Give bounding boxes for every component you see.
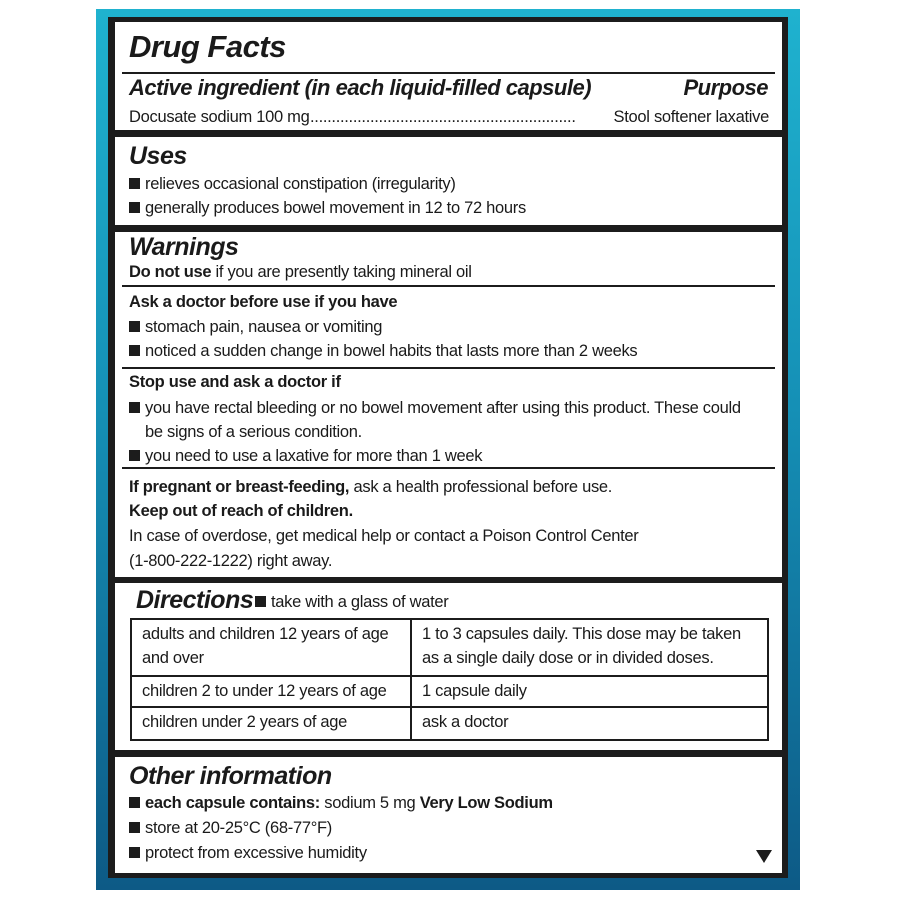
ingredient-name: Docusate sodium 100 mg: [129, 108, 310, 126]
bullet-icon: [129, 321, 140, 332]
bullet-icon: [129, 345, 140, 356]
warnings-heading: Warnings: [129, 233, 239, 261]
other-information-section: [115, 757, 782, 873]
list-item: you have rectal bleeding or no bowel movement after using this product. These could: [129, 398, 741, 418]
list-item: stomach pain, nausea or vomiting: [129, 317, 382, 337]
bullet-icon: [129, 847, 140, 858]
bullet-icon: [129, 822, 140, 833]
bullet-icon: [129, 450, 140, 461]
dosage: ask a doctor: [411, 707, 768, 740]
list-item: each capsule contains: sodium 5 mg Very Low Sodium: [129, 793, 553, 813]
other-info-heading: Other information: [129, 762, 332, 790]
list-item: generally produces bowel movement in 12 to 72 hours: [129, 198, 526, 218]
bullet-icon: [255, 596, 266, 607]
keep-out-of-reach: Keep out of reach of children.: [129, 502, 353, 520]
age-group: children 2 to under 12 years of age: [131, 676, 411, 707]
list-item: store at 20-25°C (68-77°F): [129, 818, 332, 838]
directions-note: take with a glass of water: [255, 592, 448, 612]
directions-section: [115, 583, 782, 750]
ask-doctor-heading: Ask a doctor before use if you have: [129, 293, 398, 311]
overdose-text: In case of overdose, get medical help or contact a Poison Control Center: [129, 527, 639, 545]
list-item: you need to use a laxative for more than 1 week: [129, 446, 482, 466]
continue-triangle-icon: [756, 850, 772, 863]
age-group: children under 2 years of age: [131, 707, 411, 740]
bullet-icon: [129, 797, 140, 808]
age-group: adults and children 12 years of age and over: [131, 619, 411, 676]
table-row: [131, 707, 768, 740]
bullet-icon: [129, 178, 140, 189]
active-ingredient-heading: Active ingredient (in each liquid-filled capsule): [129, 75, 592, 100]
leader-dots: ..............................................................: [310, 108, 576, 126]
purpose-heading: Purpose: [683, 75, 768, 100]
list-item: relieves occasional constipation (irregularity): [129, 174, 456, 194]
dosage: 1 to 3 capsules daily. This dose may be taken as a single daily dose or in divided doses.: [411, 619, 768, 676]
uses-heading: Uses: [129, 142, 187, 170]
table-row: [131, 619, 768, 676]
list-item: noticed a sudden change in bowel habits that lasts more than 2 weeks: [129, 341, 637, 361]
stop-use-heading: Stop use and ask a doctor if: [129, 373, 341, 391]
poison-control-phone: (1-800-222-1222) right away.: [129, 552, 333, 570]
dosage-table: [130, 618, 769, 741]
table-row: [131, 676, 768, 707]
directions-heading: Directions: [136, 586, 254, 614]
do-not-use: Do not use if you are presently taking mineral oil: [129, 263, 472, 281]
list-item-continued: be signs of a serious condition.: [145, 423, 362, 441]
bullet-icon: [129, 202, 140, 213]
list-item: protect from excessive humidity: [129, 843, 367, 863]
dosage: 1 capsule daily: [411, 676, 768, 707]
uses-section: [115, 137, 782, 225]
pregnant-warning: If pregnant or breast-feeding, ask a health professional before use.: [129, 478, 613, 496]
warnings-section: [115, 232, 782, 577]
active-ingredient-section: [115, 22, 782, 130]
page-title: Drug Facts: [129, 29, 286, 64]
bullet-icon: [129, 402, 140, 413]
ingredient-purpose: Stool softener laxative: [613, 108, 769, 126]
